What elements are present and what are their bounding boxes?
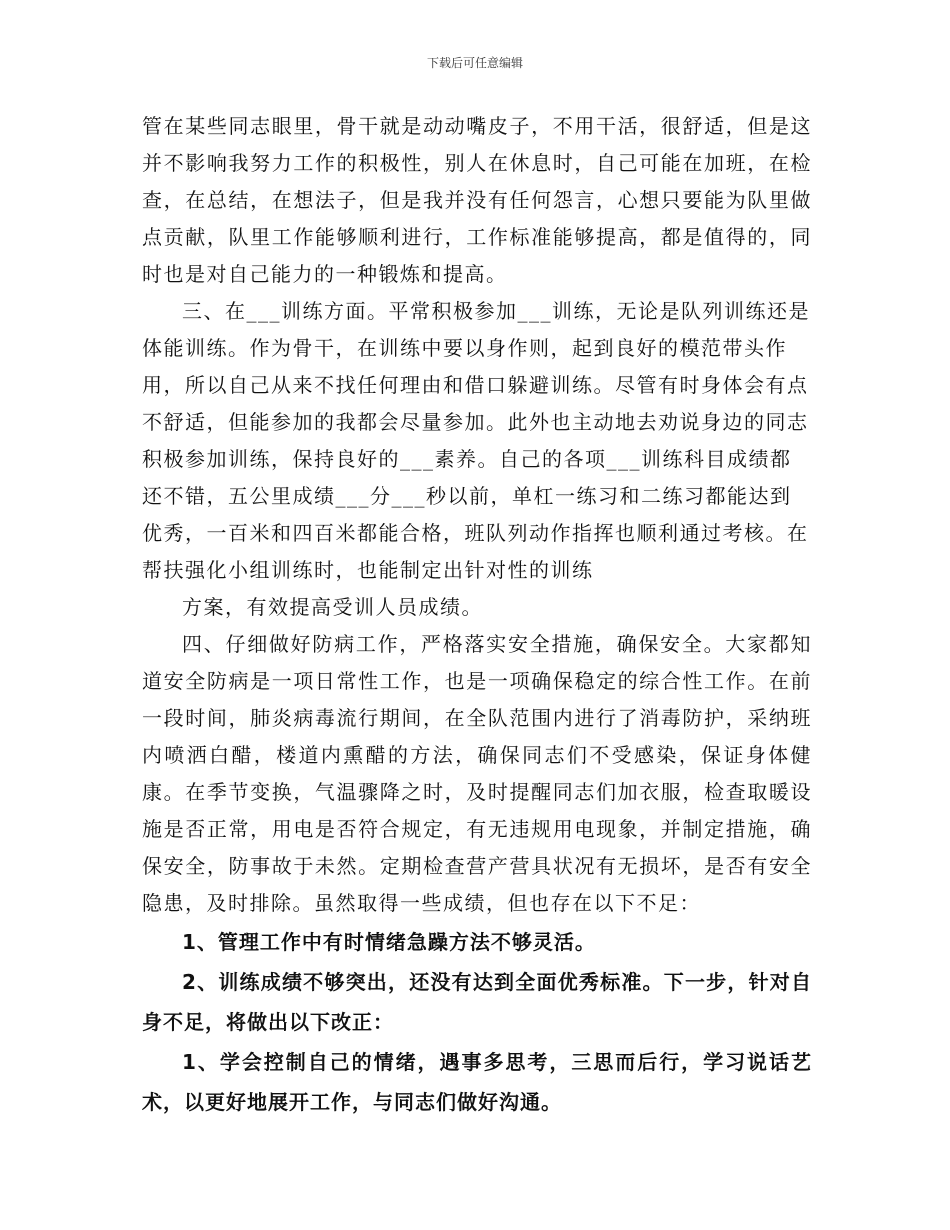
paragraph-training: 三、在___训练方面。平常积极参加___训练，无论是队列训练还是体能训练。作为骨干，在训练中要以身作则，起到良好的模范带头作用，所以自己从来不找任何理由和借口躲避训练。尽管有时身体会有点不舒适，但能参加的我都会尽量参加。此外也主动地去劝说身边的同志积极参加训练，保持良好的___素养。自己的各项___训练科目成绩都还不错，五公里成绩___分___秒以前，单杠一练习和二练习都能达到优秀，一百米和四百米都能合格，班队列动作指挥也顺利通过考核。在帮扶强化小组训练时，也能制定出针对性的训练 xyxy=(142,299,810,582)
improvement-item-1: 1、学会控制自己的情绪，遇事多思考，三思而后行，学习说话艺术，以更好地展开工作，与同志们做好沟通。 xyxy=(142,1050,812,1114)
paragraph-training-end: 方案，有效提高受训人员成绩。 xyxy=(182,595,483,619)
shortcoming-item-2: 2、训练成绩不够突出，还没有达到全面优秀标准。下一步，针对自身不足，将做出以下改正： xyxy=(142,970,812,1034)
paragraph-disease-prevention: 四、仔细做好防病工作，严格落实安全措施，确保安全。大家都知道安全防病是一项日常性工作，也是一项确保稳定的综合性工作。在前一段时间，肺炎病毒流行期间，在全队范围内进行了消毒防护，采纳班内喷洒白醋，楼道内熏醋的方法，确保同志们不受感染，保证身体健康。在季节变换，气温骤降之时，及时提醒同志们加衣服，检查取暖设施是否正常，用电是否符合规定，有无违规用电现象，并制定措施，确保安全，防事故于未然。定期检查营产营具状况有无损坏，是否有安全隐患，及时排除。虽然取得一些成绩，但也存在以下不足： xyxy=(142,632,812,915)
shortcoming-item-1: 1、管理工作中有时情绪急躁方法不够灵活。 xyxy=(182,930,596,954)
document-body xyxy=(142,108,812,1122)
paragraph-continuation: 管在某些同志眼里，骨干就是动动嘴皮子，不用干活，很舒适，但是这并不影响我努力工作的积极性，别人在休息时，自己可能在加班，在检查，在总结，在想法子，但是我并没有任何怨言，心想只要能为队里做点贡献，队里工作能够顺利进行，工作标准能够提高，都是值得的，同时也是对自己能力的一种锻炼和提高。 xyxy=(142,114,812,286)
page-header: 下载后可任意编辑 xyxy=(426,56,523,70)
